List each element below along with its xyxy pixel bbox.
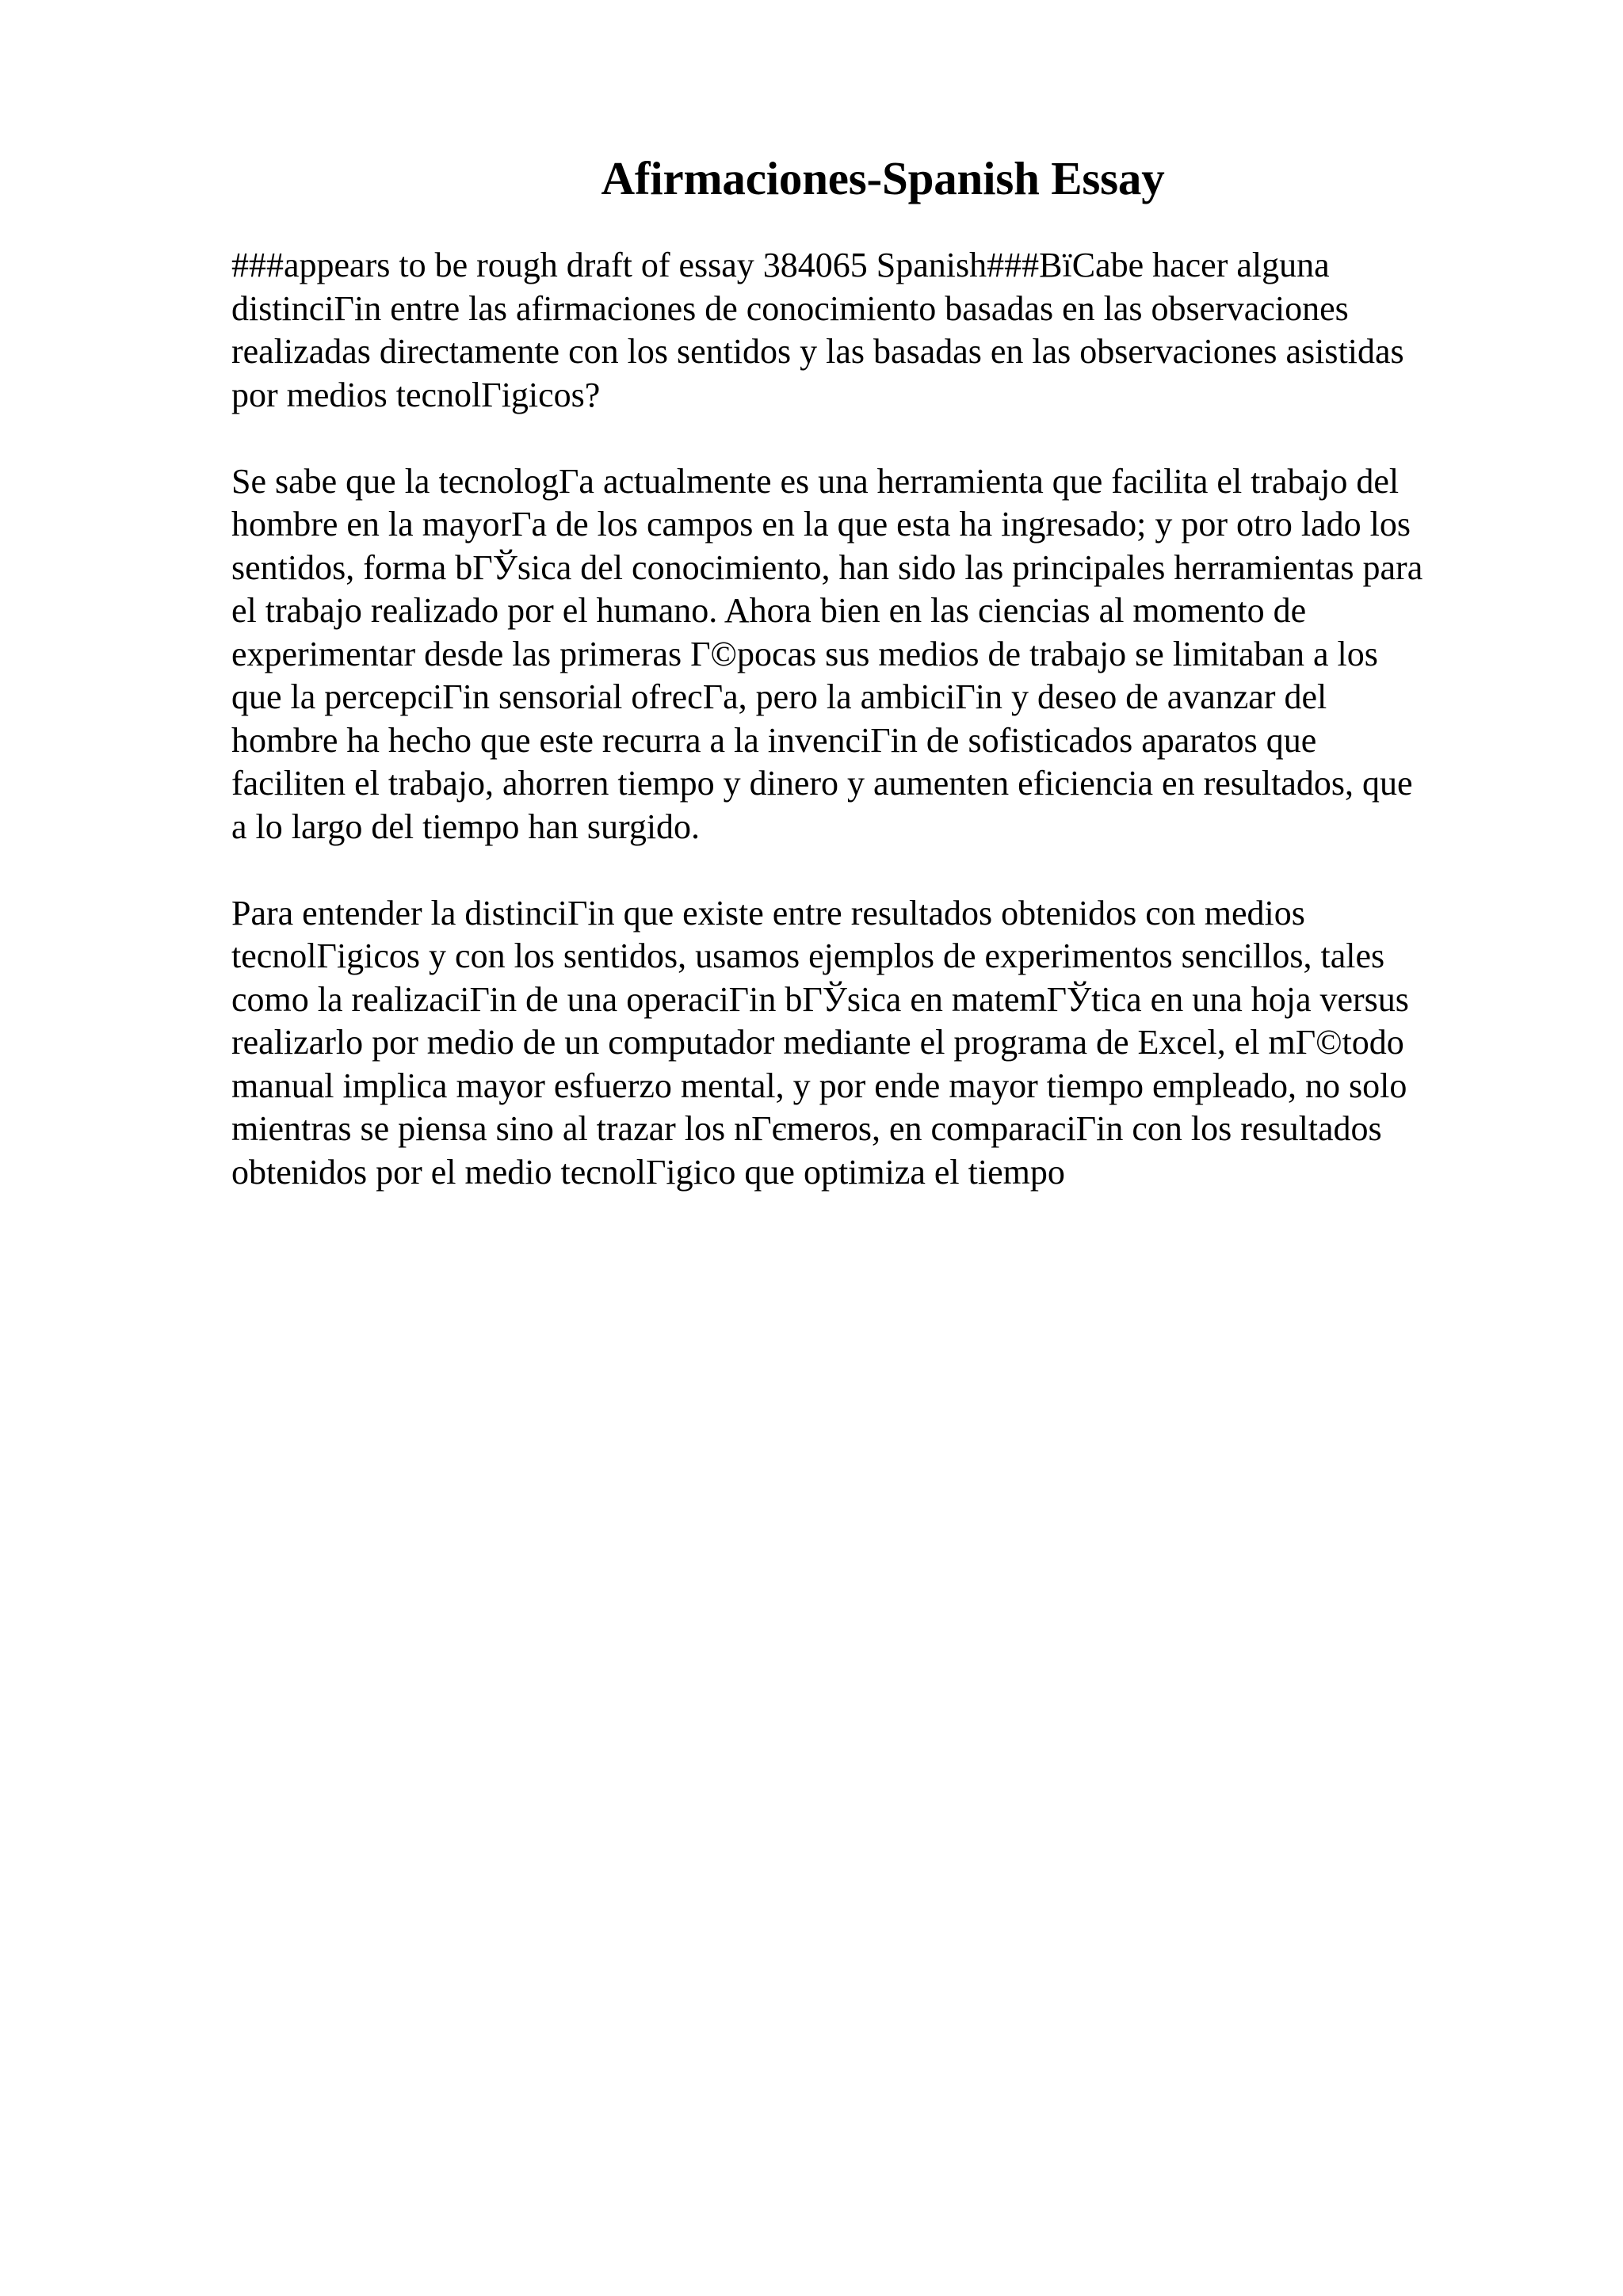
text-line: obtenidos por el medio tecnolГigico que optimiza el tiempo (231, 1152, 1065, 1192)
text-line: hombre en la mayorГa de los campos en la que esta ha ingresado; y por otro lado los (231, 505, 1411, 543)
text-line: Se sabe que la tecnologГa actualmente es una herramienta que facilita el trabajo del (231, 461, 1400, 501)
text-line: hombre ha hecho que este recurra a la invenciГin de sofisticados aparatos que (231, 720, 1317, 760)
text-line: distinciГin entre las afirmaciones de conocimiento basadas en las observaciones (231, 288, 1349, 328)
paragraph-1 (231, 244, 1531, 417)
text-line: experimentar desde las primeras Г©pocas sus medios de trabajo se limitaban a los (231, 634, 1378, 673)
document-title: Afirmaciones-Spanish Essay (601, 152, 1165, 204)
text-line: a lo largo del tiempo han surgido. (231, 807, 701, 846)
text-line: tecnolГigicos y con los sentidos, usamos ejemplos de experimentos sencillos, tales (231, 936, 1385, 975)
text-line: que la percepciГin sensorial ofrecГa, pero la ambiciГin y deseo de avanzar del (231, 677, 1327, 716)
text-line: Para entender la distinciГin que existe entre resultados obtenidos con medios (231, 893, 1305, 933)
document-body (231, 244, 1531, 1238)
text-line: ###appears to be rough draft of essay 384065 Spanish###BїCabe hacer alguna (231, 246, 1330, 284)
paragraph-3 (231, 892, 1531, 1195)
text-line: como la realizaciГin de una operaciГin bГЎsica en matemГЎtica en una hoja versus (231, 979, 1409, 1019)
text-line: sentidos, forma bГЎsica del conocimiento, han sido las principales herramientas para (231, 547, 1423, 587)
paragraph-2 (231, 460, 1531, 849)
text-line: manual implica mayor esfuerzo mental, y por ende mayor tiempo empleado, no solo (231, 1066, 1407, 1105)
text-line: realizarlo por medio de un computador mediante el programa de Excel, el mГ©todo (231, 1023, 1404, 1062)
text-line: el trabajo realizado por el humano. Ahora bien en las ciencias al momento de (231, 591, 1307, 630)
text-line: realizadas directamente con los sentidos y las basadas en las observaciones asistidas (231, 332, 1404, 371)
text-line: mientras se piensa sino al trazar los nГєmeros, en comparaciГin con los resultados (231, 1109, 1382, 1148)
text-line: por medios tecnolГigicos? (231, 375, 601, 414)
text-line: faciliten el trabajo, ahorren tiempo y dinero y aumenten eficiencia en resultados, que (231, 764, 1413, 803)
